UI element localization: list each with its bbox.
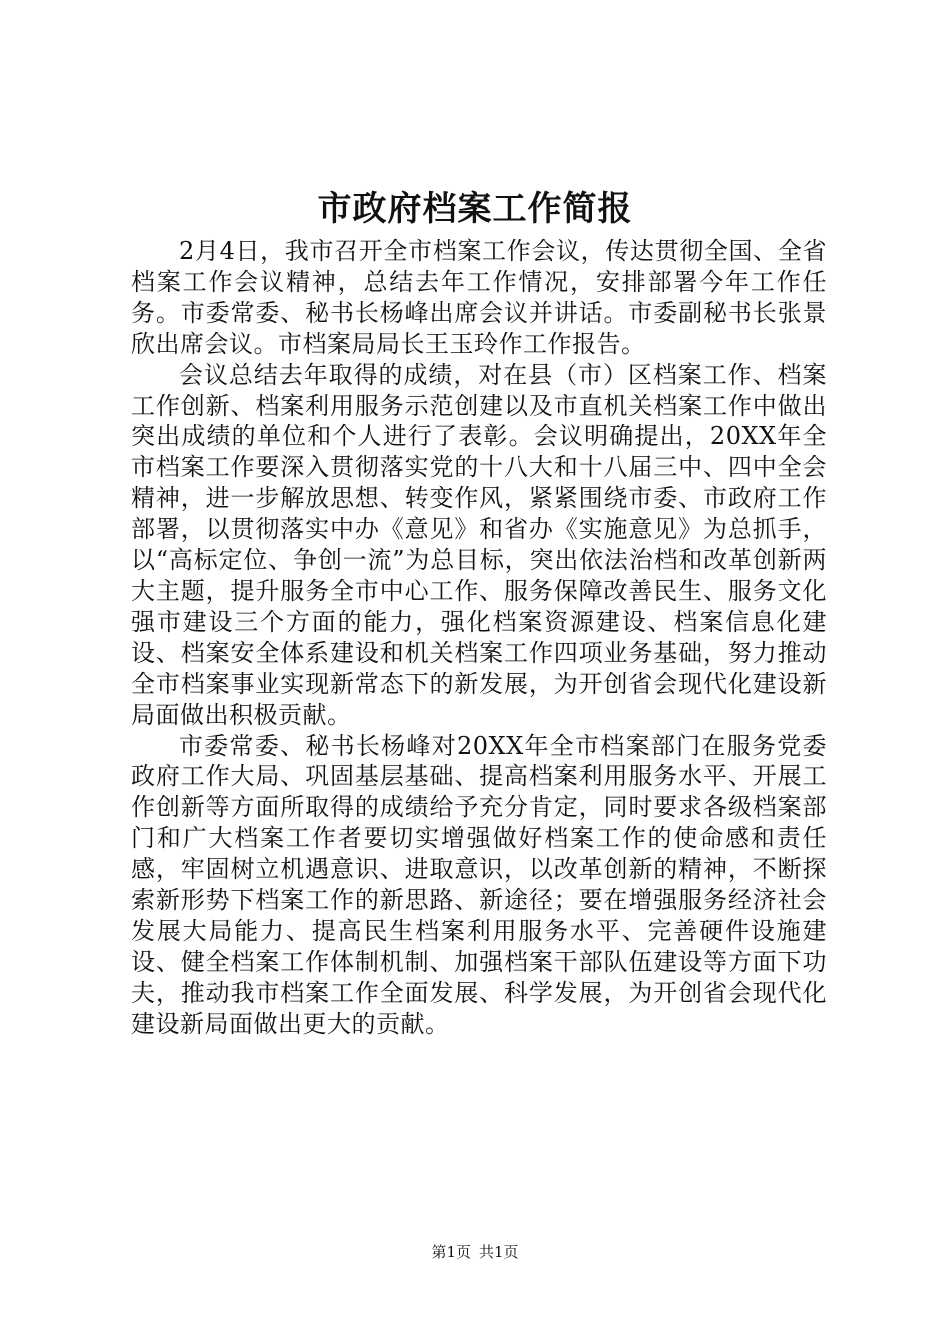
page-number: 第1页 bbox=[431, 1243, 471, 1261]
paragraph-meeting-summary: 会议总结去年取得的成绩，对在县（市）区档案工作、档案工作创新、档案利用服务示范创建以及市直机关档案工作中做出突出成绩的单位和个人进行了表彰。会议明确提出，20XX年全市档案工作要深入贯彻落实党的十八大和十八届三中、四中全会精神，进一步解放思想、转变作风，紧紧围绕市委、市政府工作部署，以贯彻落实中办《意见》和省办《实施意见》为总抓手，以“高标定位、争创一流”为总目标，突出依法治档和改革创新两大主题，提升服务全市中心工作、服务保障改善民生、服务文化强市建设三个方面的能力，强化档案资源建设、档案信息化建设、档案安全体系建设和机关档案工作四项业务基础，努力推动全市档案事业实现新常态下的新发展，为开创省会现代化建设新局面做出积极贡献。 bbox=[131, 360, 827, 729]
paragraph-meeting-intro: 2月4日，我市召开全市档案工作会议，传达贯彻全国、全省档案工作会议精神，总结去年工作情况，安排部署今年工作任务。市委常委、秘书长杨峰出席会议并讲话。市委副秘书长张景欣出席会议。市档案局局长王玉玲作工作报告。 bbox=[131, 237, 827, 358]
paragraph-secretary-remarks: 市委常委、秘书长杨峰对20XX年全市档案部门在服务党委政府工作大局、巩固基层基础、提高档案利用服务水平、开展工作创新等方面所取得的成绩给予充分肯定，同时要求各级档案部门和广大档案工作者要切实增强做好档案工作的使命感和责任感，牢固树立机遇意识、进取意识，以改革创新的精神，不断探索新形势下档案工作的新思路、新途径；要在增强服务经济社会发展大局能力、提高民生档案利用服务水平、完善硬件设施建设、健全档案工作体制机制、加强档案干部队伍建设等方面下功夫，推动我市档案工作全面发展、科学发展，为开创省会现代化建设新局面做出更大的贡献。 bbox=[131, 731, 827, 1038]
page-total: 共1页 bbox=[479, 1243, 519, 1261]
document-title: 市政府档案工作简报 bbox=[317, 189, 633, 229]
page-footer bbox=[0, 1242, 950, 1262]
document-body bbox=[131, 236, 827, 1040]
